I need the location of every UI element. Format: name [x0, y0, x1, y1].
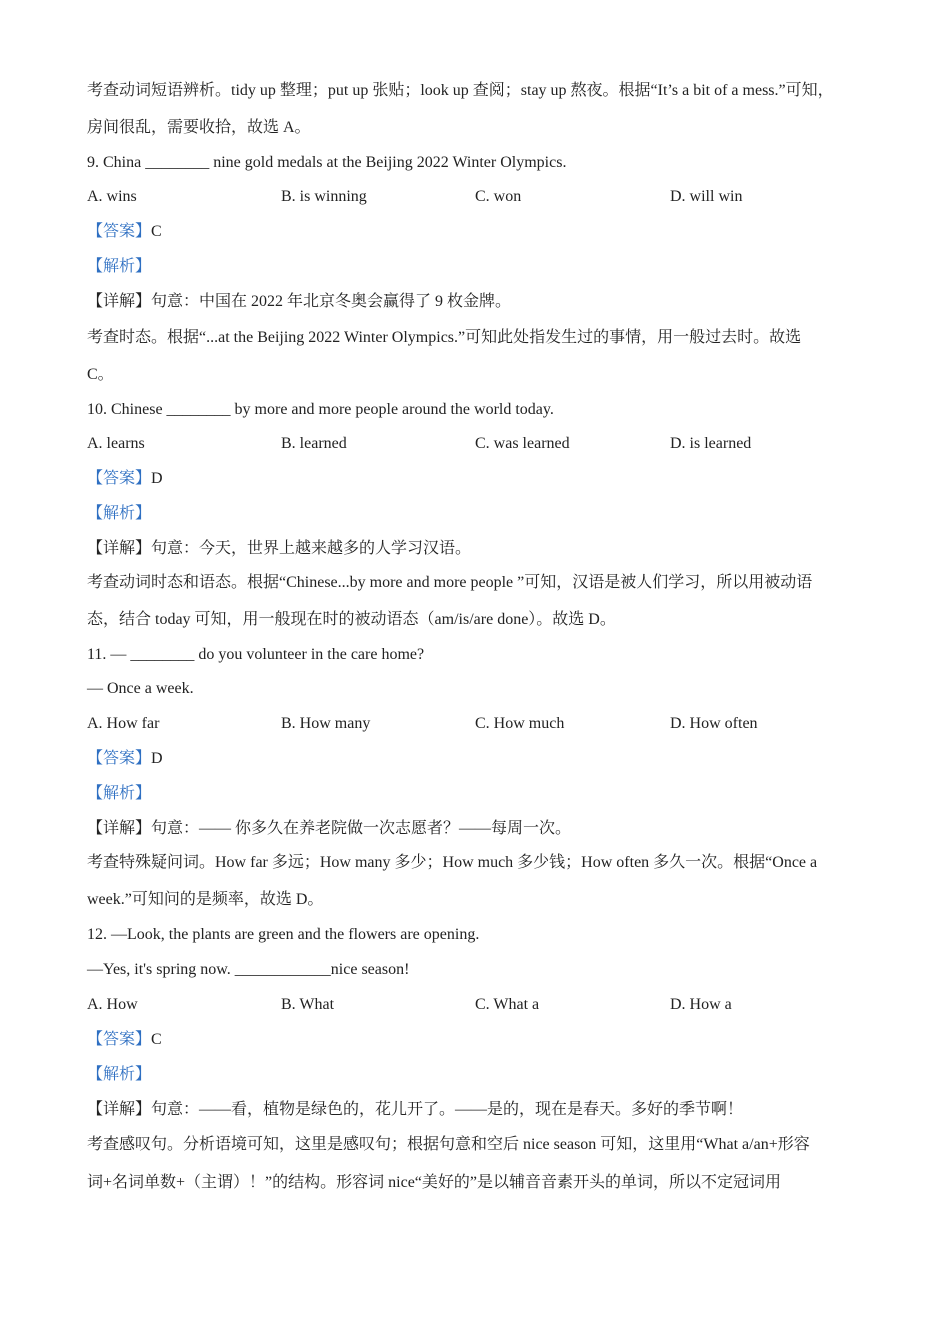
option-a: A. How far — [87, 715, 160, 732]
detail-line: 【详解】句意：中国在 2022 年北京冬奥会赢得了 9 枚金牌。 — [87, 293, 512, 310]
answer-value: D — [151, 750, 163, 767]
analysis-label: 【解析】 — [87, 505, 152, 522]
option-c: C. How much — [475, 715, 565, 732]
option-b: B. What — [281, 996, 335, 1013]
option-c: C. was learned — [475, 435, 570, 452]
question-stem: 9. China ________ nine gold medals at the Beijing 2022 Winter Olympics. — [87, 154, 567, 171]
detail-line: 【详解】句意：——看，植物是绿色的，花儿开了。——是的，现在是春天。多好的季节啊！ — [87, 1101, 744, 1118]
option-c: C. won — [475, 188, 522, 205]
analysis-label: 【解析】 — [87, 1066, 152, 1083]
option-d: D. How a — [670, 996, 732, 1013]
detail-line: 【详解】句意：—— 你多久在养老院做一次志愿者？——每周一次。 — [87, 820, 572, 837]
option-d: D. will win — [670, 188, 743, 205]
answer-label: 【答案】 — [87, 750, 152, 767]
option-a: A. How — [87, 996, 138, 1013]
detail-line: week.”可知问的是频率，故选 D。 — [87, 891, 324, 908]
question-stem: 12. —Look, the plants are green and the flowers are opening. — [87, 926, 480, 943]
option-b: B. is winning — [281, 188, 367, 205]
analysis-label: 【解析】 — [87, 258, 152, 275]
detail-line: C。 — [87, 366, 114, 383]
answer-label: 【答案】 — [87, 1031, 152, 1048]
answer-label: 【答案】 — [87, 470, 152, 487]
option-d: D. How often — [670, 715, 758, 732]
answer-line — [87, 749, 163, 769]
detail-line: 态，结合 today 可知，用一般现在时的被动语态（am/is/are done）。故选 D。 — [87, 611, 616, 628]
question-stem: — Once a week. — [87, 680, 194, 697]
option-d: D. is learned — [670, 435, 752, 452]
option-c: C. What a — [475, 996, 540, 1013]
answer-line — [87, 1030, 162, 1050]
answer-line — [87, 469, 163, 489]
detail-line: 考查特殊疑问词。How far 多远；How many 多少；How much 多少钱；How often 多久一次。根据“Once a — [87, 854, 818, 871]
analysis-label: 【解析】 — [87, 785, 152, 802]
option-a: A. learns — [87, 435, 145, 452]
intro-line: 考查动词短语辨析。tidy up 整理；put up 张贴；look up 查阅；stay up 熬夜。根据“It’s a bit of a mess.”可知， — [87, 82, 834, 99]
answer-line — [87, 222, 162, 242]
detail-line: 考查动词时态和语态。根据“Chinese...by more and more people ”可知，汉语是被人们学习，所以用被动语 — [87, 574, 813, 591]
option-b: B. learned — [281, 435, 347, 452]
question-stem: 11. — ________ do you volunteer in the care home? — [87, 646, 425, 663]
intro-line: 房间很乱，需要收拾，故选 A。 — [87, 119, 311, 136]
detail-line: 考查感叹句。分析语境可知，这里是感叹句；根据句意和空后 nice season 可知，这里用“What a/an+形容 — [87, 1136, 810, 1153]
answer-value: C — [151, 1031, 162, 1048]
answer-value: C — [151, 223, 162, 240]
option-b: B. How many — [281, 715, 371, 732]
question-stem: —Yes, it's spring now. ____________nice season! — [87, 961, 410, 978]
detail-line: 考查时态。根据“...at the Beijing 2022 Winter Olympics.”可知此处指发生过的事情，用一般过去时。故选 — [87, 329, 802, 346]
detail-line: 词+名词单数+（主谓）！”的结构。形容词 nice“美好的”是以辅音音素开头的单词，所以不定冠词用 — [87, 1174, 782, 1191]
question-stem: 10. Chinese ________ by more and more people around the world today. — [87, 401, 554, 418]
answer-label: 【答案】 — [87, 223, 152, 240]
detail-line: 【详解】句意：今天，世界上越来越多的人学习汉语。 — [87, 540, 472, 557]
option-a: A. wins — [87, 188, 137, 205]
answer-value: D — [151, 470, 163, 487]
